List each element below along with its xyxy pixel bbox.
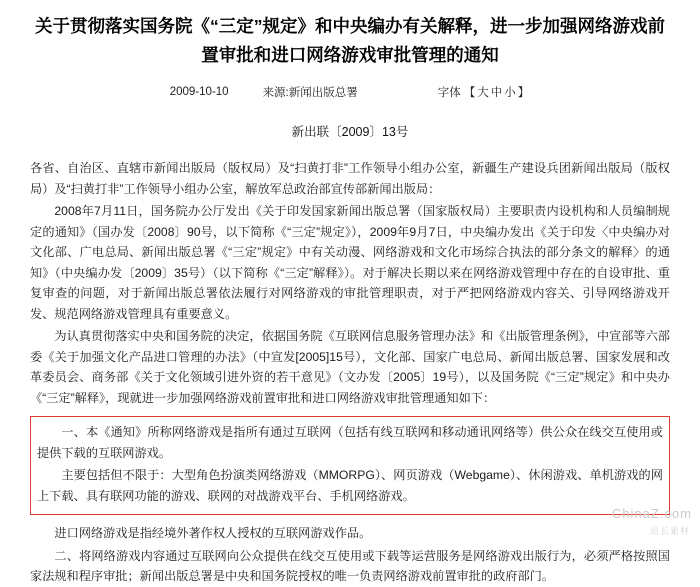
clause-one-scope: 主要包括但不限于：大型角色扮演类网络游戏（MMORPG）、网页游戏（Webgame）、休闲游戏、单机游戏的网上下载、具有联网功能的游戏、联网的对战游戏平台、手机网络游戏。	[37, 468, 663, 503]
bracket-right: 】	[517, 87, 530, 99]
article-source: 来源:新闻出版总署	[262, 87, 358, 99]
paragraph-background: 2008年7月11日，国务院办公厅发出《关于印发国家新闻出版总署（国家版权局）主要职责内设机构和人员编制规定的通知》（国办发〔2008〕90号，以下简称《“三定”规定》），2009年9月7日，中央编办发出《关于印发〈中央编办对文化部、广电总局、新闻出版总署《“三定”规定》中有关动漫、网络游戏和文化市场综合执法的部分条文的解释〉的通知》（中央编办发〔2009〕35号）（以下简称《“三定”解释》）。对于解决长期以来在网络游戏管理中存在的自设审批、重复审查的问题，对于新闻出版总署依法履行对网络游戏的审批管理职责，对于严把网络游戏内容关、引导网络游戏开发、规范网络游戏管理具有重要意义。	[30, 204, 670, 321]
paragraph-clause-two: 二、将网络游戏内容通过互联网向公众提供在线交互使用或下载等运营服务是网络游戏出版行为，必须严格按照国家法规和程序审批；新闻出版总署是中央和国务院授权的唯一负责网络游戏前置审批的政府部门。	[30, 548, 670, 583]
bracket-left: 【	[463, 87, 476, 99]
document-number: 新出联〔2009〕13号	[291, 125, 409, 139]
clause-one-definition: 一、本《通知》所称网络游戏是指所有通过互联网（包括有线互联网和移动通讯网络等）供公众在线交互使用或提供下载的互联网游戏。	[37, 425, 663, 460]
font-size-options	[463, 84, 531, 100]
font-size-small[interactable]: 小	[504, 87, 516, 99]
article-meta	[0, 84, 700, 100]
publish-date: 2009-10-10	[169, 86, 229, 98]
font-size-large[interactable]: 大	[477, 87, 489, 99]
paragraph-import-definition: 进口网络游戏是指经境外著作权人授权的互联网游戏作品。	[54, 526, 372, 540]
watermark-sucai: 站长素材	[649, 526, 690, 536]
article-body	[0, 140, 700, 587]
page-title: 关于贯彻落实国务院《“三定”规定》和中央编办有关解释，进一步加强网络游戏前置审批和进口网络游戏审批管理的通知	[35, 16, 665, 65]
paragraph-addressees: 各省、自治区、直辖市新闻出版局（版权局）及“扫黄打非”工作领导小组办公室，新疆生产建设兵团新闻出版局（版权局）及“扫黄打非”工作领导小组办公室，解放军总政治部宣传部新闻出版局：	[30, 161, 670, 196]
font-size-label: 字体	[437, 87, 461, 99]
paragraph-basis: 为认真贯彻落实中央和国务院的决定，依据国务院《互联网信息服务管理办法》和《出版管理条例》，中宣部等六部委《关于加强文化产品进口管理的办法》（中宣发[2005]15号），文化部、国家广电总局、新闻出版总署、国家发展和改革委员会、商务部《关于文化领域引进外资的若干意见》（文办发〔2005〕19号），以及国务院《“三定”规定》和中央办《“三定”解释》，现就进一步加强网络游戏前置审批和进口网络游戏审批管理通知如下：	[30, 329, 670, 405]
font-size-control	[438, 84, 531, 100]
watermark-chinaz: ChinaZ.com	[611, 506, 692, 521]
font-size-medium[interactable]: 中	[490, 87, 503, 99]
highlighted-clause-box	[30, 416, 670, 515]
